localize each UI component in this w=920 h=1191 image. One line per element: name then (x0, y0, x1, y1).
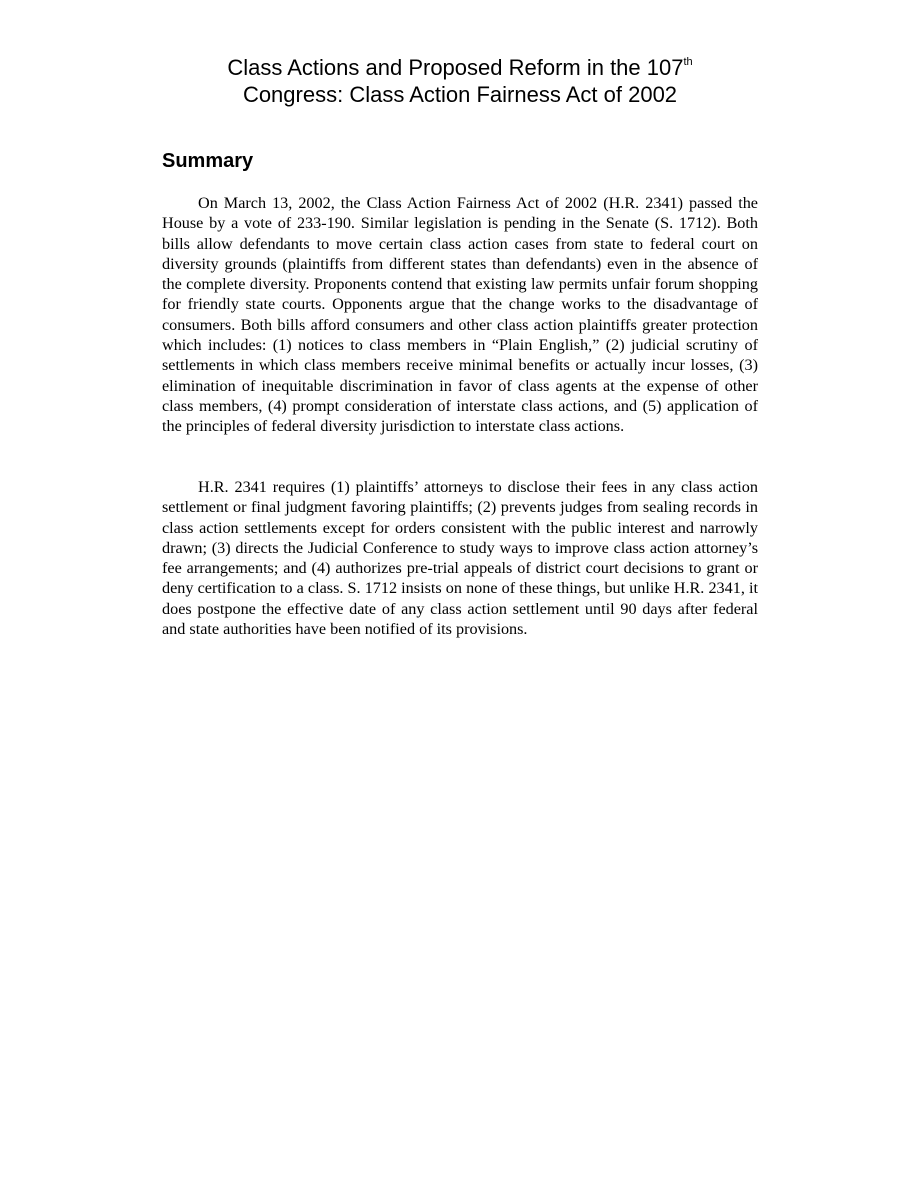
title-superscript: th (683, 55, 693, 68)
title-line-1: Class Actions and Proposed Reform in the 107 (227, 55, 684, 80)
section-heading: Summary (162, 150, 254, 172)
summary-paragraph-1: On March 13, 2002, the Class Action Fairness Act of 2002 (H.R. 2341) passed the House by a vote of 233-190. Similar legislation is pending in the Senate (S. 1712). Both bills allow defendants to move certain class action cases from state to federal court on diversity grounds (plaintiffs from different states than defendants) even in the absence of the complete diversity. Proponents contend that existing law permits unfair forum shopping for friendly state courts. Opponents argue that the change works to the disadvantage of consumers. Both bills afford consumers and other class action plaintiffs greater protection which includes: (1) notices to class members in “Plain English,” (2) judicial scrutiny of settlements in which class members receive minimal benefits or actually incur losses, (3) elimination of inequitable discrimination in favor of class agents at the expense of other class members, (4) prompt consideration of interstate class actions, and (5) application of the principles of federal diversity jurisdiction to interstate class actions. (162, 194, 758, 436)
summary-paragraph-2: H.R. 2341 requires (1) plaintiffs’ attorneys to disclose their fees in any class action settlement or final judgment favoring plaintiffs; (2) prevents judges from sealing records in class action settlements except for orders consistent with the public interest and narrowly drawn; (3) directs the Judicial Conference to study ways to improve class action attorney’s fee arrangements; and (4) authorizes pre-trial appeals of district court decisions to grant or deny certification to a class. S. 1712 insists on none of these things, but unlike H.R. 2341, it does postpone the effective date of any class action settlement until 90 days after federal and state authorities have been notified of its provisions. (162, 478, 758, 639)
document-title (162, 54, 758, 108)
title-line-2: Congress: Class Action Fairness Act of 2002 (242, 82, 678, 107)
